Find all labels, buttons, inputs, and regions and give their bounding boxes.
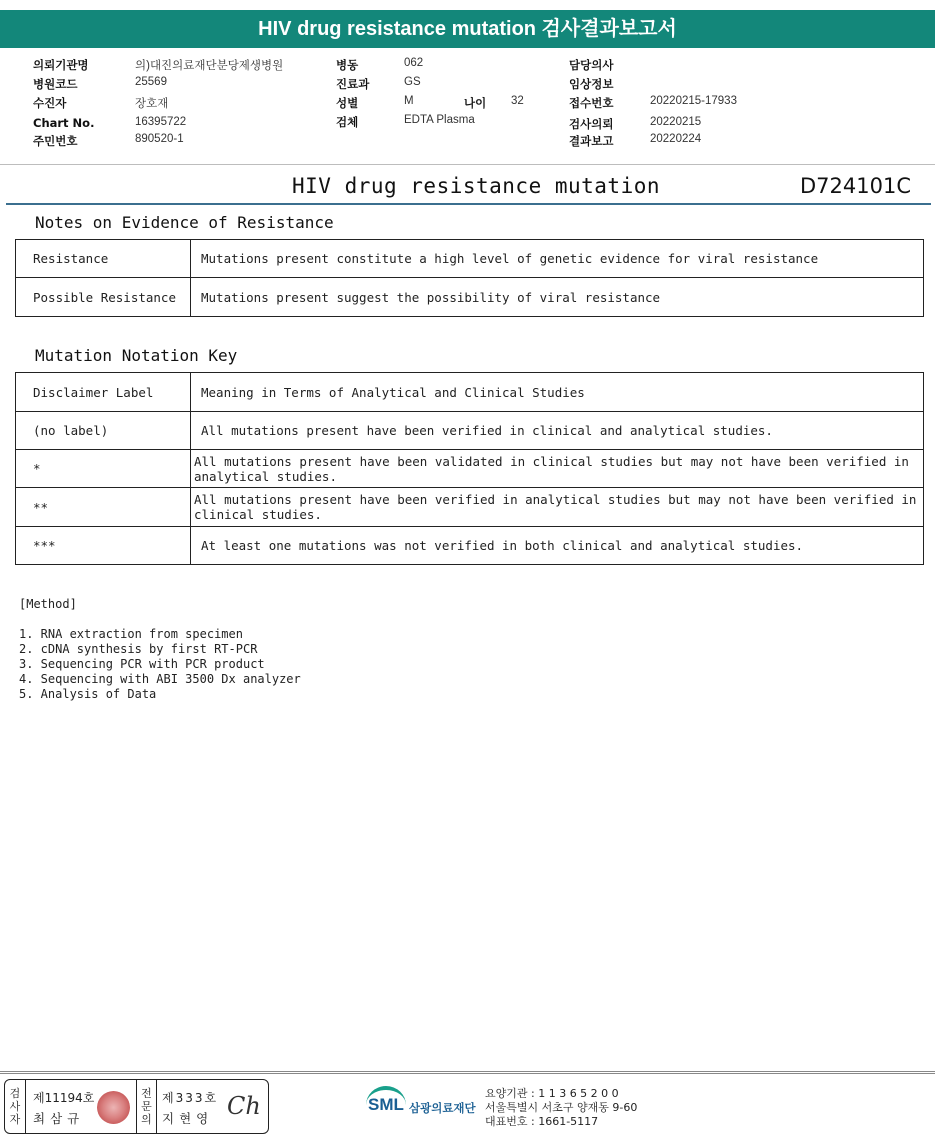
method-steps [19, 627, 301, 702]
chart-no-label: Chart No. [33, 116, 95, 130]
org-contact [485, 1087, 637, 1129]
notation-table [15, 372, 924, 565]
chart-no-value: 16395722 [135, 116, 187, 128]
notation-text-cell: At least one mutations was not verified in both clinical and analytical studies. [191, 527, 924, 565]
clinical-info-label: 임상정보 [569, 77, 614, 91]
notation-header-text: Meaning in Terms of Analytical and Clinical Studies [191, 373, 924, 412]
department-label: 진료과 [336, 77, 370, 91]
request-date-value: 20220215 [650, 116, 702, 128]
ward-label: 병동 [336, 58, 359, 72]
notation-label-cell: ** [16, 488, 191, 527]
requesting-org-value: 의)대진의료재단분당제생병원 [135, 60, 284, 72]
evidence-table [15, 239, 924, 317]
notation-section-title: Mutation Notation Key [35, 346, 238, 365]
report-title-bar: HIV drug resistance mutation 검사결과보고서 [0, 10, 935, 48]
specimen-value: EDTA Plasma [404, 114, 475, 126]
table-row [16, 278, 924, 317]
age-label: 나이 [464, 96, 487, 110]
doctor-label: 담당의사 [569, 58, 614, 72]
doctor-vertical-label: 전 문 의 [136, 1080, 157, 1133]
signature-box [4, 1079, 269, 1134]
evidence-label-cell: Resistance [16, 240, 191, 278]
list-item: 3. Sequencing PCR with PCR product [19, 657, 265, 671]
department-value: GS [404, 76, 421, 88]
sml-logo-text: SML [368, 1095, 404, 1114]
footer-rule [0, 1071, 935, 1072]
examiner-name: 최삼규 [33, 1111, 85, 1126]
doctor-signature: Ch [227, 1092, 261, 1120]
requesting-org-label: 의뢰기관명 [33, 58, 89, 72]
notation-header-label: Disclaimer Label [16, 373, 191, 412]
report-date-value: 20220224 [650, 133, 702, 145]
patient-value: 장호재 [135, 98, 169, 110]
patient-label: 수진자 [33, 96, 67, 110]
evidence-label-cell: Possible Resistance [16, 278, 191, 317]
hospital-code-value: 25569 [135, 76, 167, 88]
receipt-no-label: 접수번호 [569, 96, 614, 110]
list-item: 1. RNA extraction from specimen [19, 627, 243, 641]
list-item: 5. Analysis of Data [19, 687, 157, 701]
method-title: [Method] [19, 597, 77, 611]
info-divider [0, 164, 935, 165]
examiner-license: 제11194호 [33, 1091, 95, 1105]
notation-text-cell: All mutations present have been verified in analytical studies but may not have been verified in clinical studies. [191, 488, 924, 527]
doctor-name: 지현영 [162, 1111, 214, 1126]
notation-label-cell: (no label) [16, 412, 191, 450]
notation-text-cell: All mutations present have been validated in clinical studies but may not have been verified in analytical studies. [191, 450, 924, 488]
examiner-vertical-label: 검 사 자 [5, 1080, 26, 1133]
request-date-label: 검사의뢰 [569, 117, 614, 131]
evidence-text-cell: Mutations present constitute a high level of genetic evidence for viral resistance [191, 240, 924, 278]
evidence-section-title: Notes on Evidence of Resistance [35, 213, 334, 232]
table-row [16, 450, 924, 488]
resident-no-value: 890520-1 [135, 133, 184, 145]
list-item: 4. Sequencing with ABI 3500 Dx analyzer [19, 672, 301, 686]
notation-label-cell: *** [16, 527, 191, 565]
list-item: 2. cDNA synthesis by first RT-PCR [19, 642, 258, 656]
table-row [16, 240, 924, 278]
report-heading [0, 170, 935, 206]
table-row [16, 488, 924, 527]
table-row [16, 527, 924, 565]
table-row [16, 412, 924, 450]
org-name: 삼광의료재단 [409, 1101, 476, 1115]
report-heading-rule [6, 203, 931, 205]
patient-info-block [0, 57, 935, 151]
hospital-code-label: 병원코드 [33, 77, 78, 91]
age-value: 32 [511, 95, 524, 107]
notation-label-cell: * [16, 450, 191, 488]
org-address: 서울특별시 서초구 양재동 9-60 [485, 1101, 638, 1114]
care-org-number: 요양기관 : 1 1 3 6 5 2 0 0 [485, 1087, 619, 1100]
report-date-label: 결과보고 [569, 134, 614, 148]
org-phone: 대표번호 : 1661-5117 [485, 1115, 599, 1128]
receipt-no-value: 20220215-17933 [650, 95, 737, 107]
sex-label: 성별 [336, 96, 359, 110]
resident-no-label: 주민번호 [33, 134, 78, 148]
specimen-label: 검체 [336, 115, 359, 129]
official-seal-icon [97, 1091, 130, 1124]
notation-text-cell: All mutations present have been verified in clinical and analytical studies. [191, 412, 924, 450]
sex-value: M [404, 95, 414, 107]
evidence-text-cell: Mutations present suggest the possibility of viral resistance [191, 278, 924, 317]
table-row [16, 373, 924, 412]
footer-rule [0, 1073, 935, 1074]
report-test-title: HIV drug resistance mutation [292, 174, 661, 198]
doctor-license: 제333호 [162, 1091, 219, 1105]
ward-value: 062 [404, 57, 424, 69]
report-test-code: D724101C [800, 174, 911, 198]
